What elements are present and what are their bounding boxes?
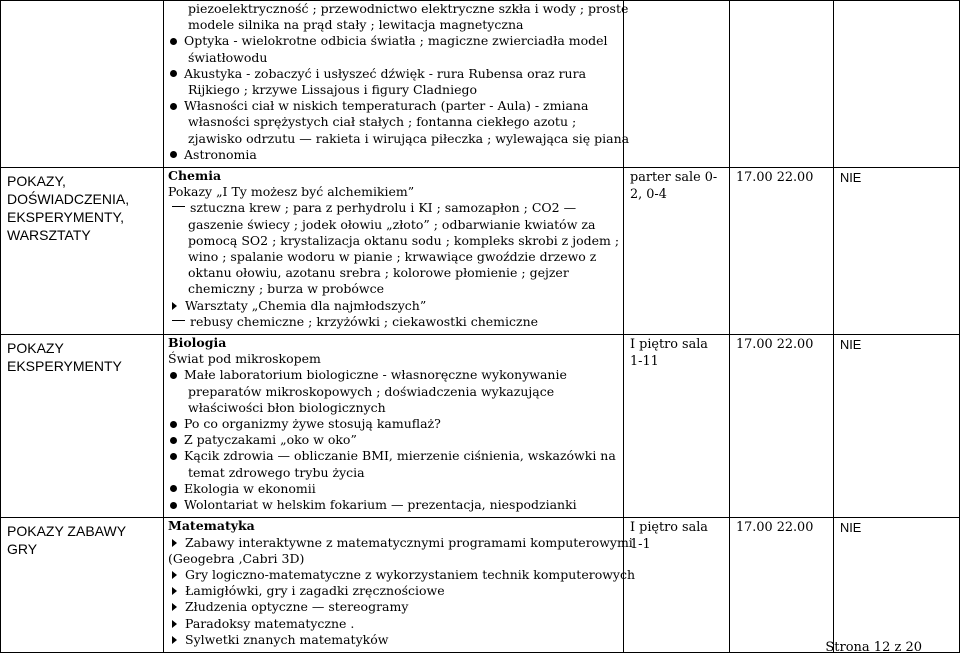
- location-cell: parter sale 0-2, 0-4: [624, 168, 730, 335]
- text-line: [168, 265, 619, 281]
- table-row: [1, 518, 960, 653]
- status-cell: [834, 1, 960, 168]
- bullet-icon: [170, 103, 177, 110]
- text-line: [168, 130, 630, 147]
- line-text: wino ; spalanie wodoru w pianie ; krwawiące gwoździe drzewo z: [188, 249, 597, 265]
- location-cell: [624, 1, 730, 168]
- table-row: [1, 1, 960, 168]
- list-item: [168, 33, 619, 49]
- line-text: Biologia: [168, 335, 227, 351]
- line-text: Sylwetki znanych matematyków: [185, 631, 389, 647]
- line-text: Świat pod mikroskopem: [168, 351, 321, 367]
- content-cell: [164, 518, 636, 653]
- line-text: Łamigłówki, gry i zagadki zręcznościowe: [185, 583, 445, 599]
- text-line: [168, 281, 619, 297]
- text-line: [168, 82, 619, 98]
- category-cell: POKAZY ZABAWY GRY: [1, 518, 164, 653]
- time-cell: 17.00 22.00: [730, 518, 834, 653]
- bullet-icon: [170, 38, 177, 45]
- arrow-bullet-icon: [172, 539, 177, 547]
- text-line: [168, 1, 629, 17]
- category-cell: POKAZY, DOŚWIADCZENIA, EKSPERYMENTY, WARSZTATY: [1, 168, 164, 335]
- location-cell: I piętro sala 1-1: [624, 518, 730, 653]
- table-row: [1, 168, 960, 335]
- text-line: [168, 50, 619, 66]
- text-line: [168, 184, 619, 200]
- time-cell: [730, 1, 834, 168]
- line-text: Wolontariat w helskim fokarium — prezentacja, niespodzianki: [184, 497, 577, 513]
- text-line: [168, 551, 619, 567]
- arrow-bullet-icon: [172, 620, 177, 628]
- location-cell: I piętro sala 1-11: [624, 335, 730, 518]
- line-text: Małe laboratorium biologiczne - własnoręczne wykonywanie: [184, 367, 567, 383]
- arrow-bullet-icon: [172, 571, 177, 579]
- text-line: [168, 351, 619, 367]
- list-item: [168, 583, 619, 599]
- list-item: [168, 448, 619, 464]
- list-item: [168, 497, 619, 513]
- category-cell: [1, 1, 164, 168]
- bullet-icon: [170, 151, 177, 158]
- bullet-icon: [170, 502, 177, 509]
- bullet-icon: [170, 437, 177, 444]
- status-cell: NIE: [834, 168, 960, 335]
- section-heading: [168, 168, 619, 184]
- text-line: [168, 233, 619, 249]
- bullet-icon: [170, 421, 177, 428]
- line-text: rebusy chemiczne ; krzyżówki ; ciekawostki chemiczne: [190, 313, 539, 329]
- bullet-icon: [170, 70, 177, 77]
- content-cell: [164, 335, 624, 518]
- arrow-bullet-icon: [172, 587, 177, 595]
- list-item: [168, 147, 619, 163]
- dash-icon: [172, 320, 185, 321]
- line-text: Gry logiczno-matematyczne z wykorzystaniem technik komputerowych: [185, 566, 636, 582]
- text-line: [168, 17, 619, 33]
- line-text: zjawisko odrzutu — rakieta i wirująca piłeczka ; wylewająca się piana: [188, 130, 630, 146]
- status-cell: NIE: [834, 335, 960, 518]
- arrow-bullet-icon: [172, 603, 177, 611]
- list-item: [168, 632, 619, 648]
- time-cell: 17.00 22.00: [730, 168, 834, 335]
- bullet-icon: [170, 372, 177, 379]
- text-line: [168, 400, 619, 416]
- line-text: sztuczna krew ; para z perhydrolu i KI ; samozapłon ; CO2 —: [190, 200, 577, 216]
- line-text: Warsztaty „Chemia dla najmłodszych”: [185, 297, 427, 313]
- dash-icon: [172, 206, 185, 207]
- page-number: Strona 12 z 20: [825, 640, 922, 655]
- list-item: [168, 200, 619, 216]
- bullet-icon: [170, 453, 177, 460]
- line-text: Własności ciał w niskich temperaturach (parter - Aula) - zmiana: [184, 98, 589, 114]
- line-text: Złudzenia optyczne — stereogramy: [185, 599, 409, 615]
- list-item: [168, 416, 619, 432]
- line-text: pomocą SO2 ; krystalizacja oktanu sodu ; kompleks skrobi z jodem ;: [188, 232, 620, 248]
- text-line: [168, 465, 619, 481]
- list-item: [168, 534, 633, 551]
- line-text: własności sprężystych ciał stałych ; fontanna ciekłego azotu ;: [188, 114, 577, 130]
- line-text: preparatów mikroskopowych ; doświadczenia wykazujące: [188, 383, 555, 399]
- line-text: Rijkiego ; krzywe Lissajous i figury Cladniego: [188, 82, 477, 98]
- list-item: [168, 98, 619, 114]
- category-cell: POKAZY EKSPERYMENTY: [1, 335, 164, 518]
- text-line: [168, 384, 619, 400]
- status-cell: NIE: [834, 518, 960, 653]
- text-line: [168, 217, 619, 233]
- line-text: Ekologia w ekonomii: [184, 480, 316, 496]
- text-line: [168, 114, 619, 130]
- text-line: [168, 249, 619, 265]
- arrow-bullet-icon: [172, 302, 177, 310]
- line-text: Akustyka - zobaczyć i usłyszeć dźwięk - rura Rubensa oraz rura: [184, 65, 587, 81]
- table-row: [1, 335, 960, 518]
- list-item: [168, 367, 619, 383]
- line-text: właściwości błon biologicznych: [188, 399, 386, 415]
- line-text: Chemia: [168, 168, 222, 184]
- list-item: [168, 481, 619, 497]
- line-text: (Geogebra ,Cabri 3D): [168, 550, 305, 566]
- line-text: gaszenie świecy ; jodek ołowiu „złoto” ; odbarwianie kwiatów za: [188, 216, 596, 232]
- list-item: [168, 566, 636, 583]
- line-text: Po co organizmy żywe stosują kamuflaż?: [184, 416, 441, 432]
- line-text: Kącik zdrowia — obliczanie BMI, mierzenie ciśnienia, wskazówki na: [184, 448, 616, 464]
- time-cell: 17.00 22.00: [730, 335, 834, 518]
- list-item: [168, 314, 619, 330]
- line-text: Z patyczakami „oko w oko”: [184, 432, 357, 448]
- list-item: [168, 66, 619, 82]
- line-text: Paradoksy matematyczne .: [185, 615, 355, 631]
- content-cell: [164, 168, 624, 335]
- arrow-bullet-icon: [172, 636, 177, 644]
- list-item: [168, 616, 619, 632]
- line-text: światłowodu: [188, 49, 268, 65]
- section-heading: [168, 335, 619, 351]
- section-heading: [168, 518, 619, 534]
- line-text: modele silnika na prąd stały ; lewitacja magnetyczna: [188, 17, 524, 33]
- line-text: Optyka - wielokrotne odbicia światła ; magiczne zwierciadła model: [184, 33, 608, 49]
- list-item: [168, 432, 619, 448]
- line-text: Matematyka: [168, 518, 255, 534]
- line-text: piezoelektryczność ; przewodnictwo elektryczne szkła i wody ; proste: [188, 1, 629, 16]
- list-item: [168, 298, 619, 314]
- line-text: Zabawy interaktywne z matematycznymi programami komputerowymi: [185, 534, 633, 550]
- line-text: Pokazy „I Ty możesz być alchemikiem”: [168, 184, 415, 200]
- line-text: temat zdrowego trybu życia: [188, 464, 365, 480]
- line-text: Astronomia: [184, 146, 257, 162]
- bullet-icon: [170, 485, 177, 492]
- line-text: chemiczny ; burza w probówce: [188, 281, 384, 297]
- list-item: [168, 599, 619, 615]
- content-cell: [164, 1, 630, 168]
- line-text: oktanu ołowiu, azotanu srebra ; kolorowe płomienie ; gejzer: [188, 265, 569, 281]
